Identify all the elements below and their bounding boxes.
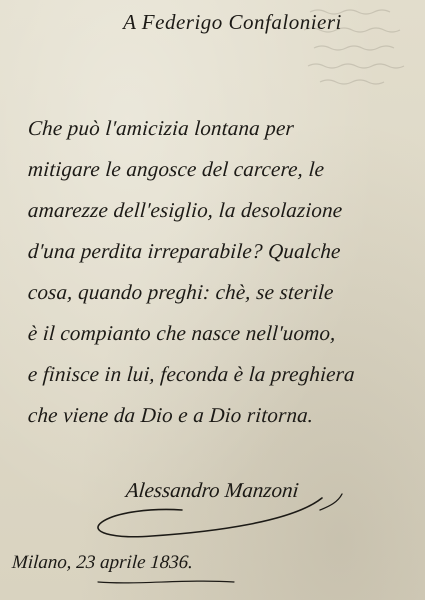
body-line-5: cosa, quando preghi: chè, se sterile <box>27 280 335 304</box>
signature-block <box>92 478 352 548</box>
body-line-1: Che può l'amicizia lontana per <box>27 116 295 140</box>
body-line-4: d'una perdita irreparabile? Qualche <box>27 239 342 263</box>
signature: Alessandro Manzoni <box>124 478 300 502</box>
dateline-underline <box>96 578 236 586</box>
body-line-3: amarezze dell'esiglio, la desolazione <box>27 198 344 222</box>
body-line-6: è il compianto che nasce nell'uomo, <box>27 321 337 345</box>
addressee-heading: A Federigo Confalonieri <box>123 10 342 34</box>
letter-body <box>28 108 420 436</box>
body-line-2: mitigare le angosce del carcere, le <box>27 157 326 181</box>
body-line-8: che viene da Dio e a Dio ritorna. <box>27 403 315 427</box>
dateline: Milano, 23 aprile 1836. <box>11 552 194 573</box>
signature-flourish <box>92 492 352 548</box>
body-line-7: e finisce in lui, feconda è la preghiera <box>27 362 356 386</box>
